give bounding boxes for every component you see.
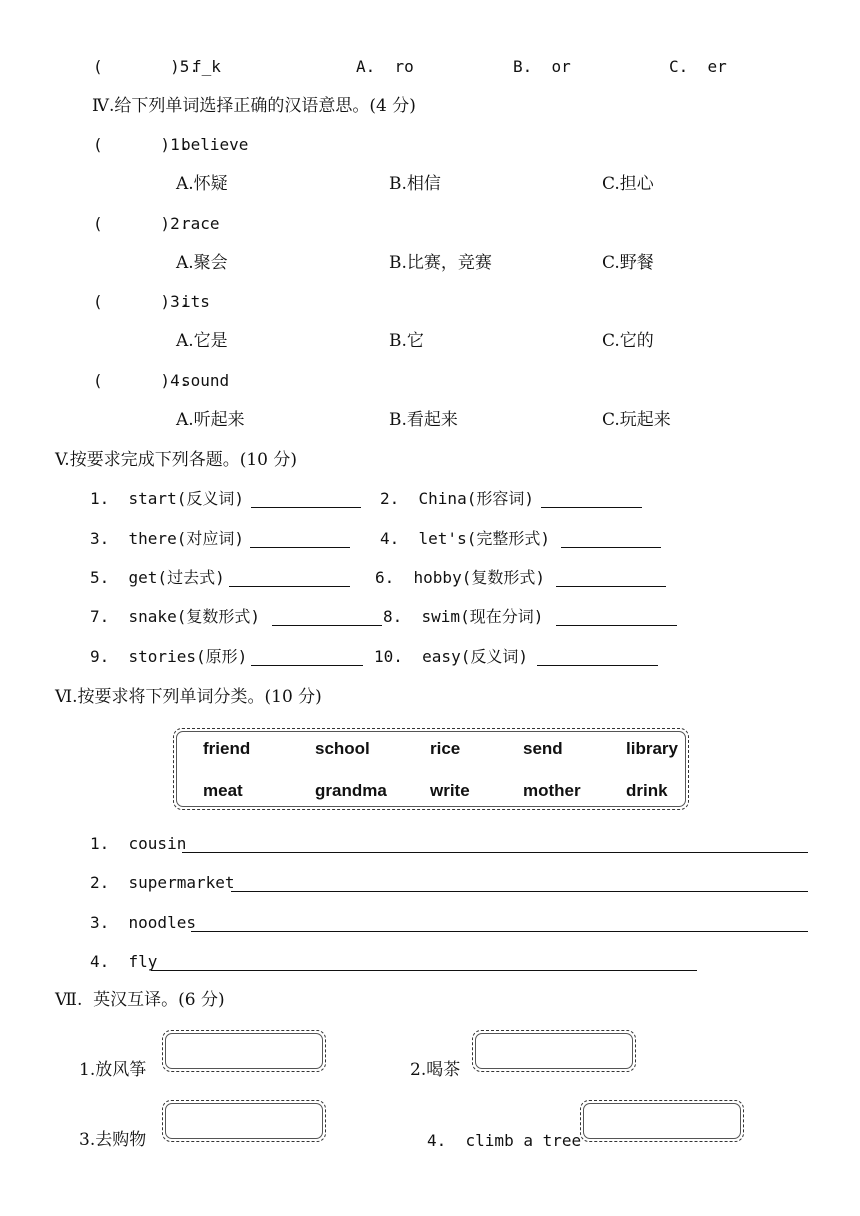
word-bank-item: meat <box>203 781 243 800</box>
answer-line[interactable] <box>561 547 661 548</box>
item-6-1: 1. cousin <box>90 834 187 853</box>
item-6-4: 4. fly <box>90 952 158 971</box>
answer-line[interactable] <box>191 931 808 932</box>
option-c: C.担心 <box>602 174 654 194</box>
answer-paren[interactable]: ( )3. <box>93 292 190 311</box>
word-bank-item: write <box>430 781 470 800</box>
word-bank-item: library <box>626 739 678 758</box>
word-bank-item: friend <box>203 739 251 758</box>
option-a: A.听起来 <box>176 410 245 430</box>
item-5-9: 9. stories(原形) <box>90 647 248 666</box>
item-6-2: 2. supermarket <box>90 873 235 892</box>
answer-paren[interactable]: ( )4. <box>93 371 190 390</box>
answer-box[interactable] <box>472 1030 636 1072</box>
item-5-10: 10. easy(反义词) <box>374 647 528 666</box>
word-bank-item: grandma <box>315 781 387 800</box>
answer-line[interactable] <box>541 507 642 508</box>
option-b: B. or <box>513 57 571 76</box>
answer-line[interactable] <box>151 970 697 971</box>
option-b: B.相信 <box>389 174 441 194</box>
option-c: C.野餐 <box>602 253 654 273</box>
item-5-8: 8. swim(现在分词) <box>383 607 544 626</box>
item-7-4: 4. climb a tree <box>427 1131 582 1150</box>
question-word: believe <box>181 135 249 154</box>
word-bank-item: mother <box>523 781 581 800</box>
answer-paren[interactable]: ( )5. <box>93 57 199 76</box>
question-word: sound <box>181 371 230 390</box>
item-7-1: 1.放风筝 <box>79 1060 147 1080</box>
answer-line[interactable] <box>250 547 350 548</box>
answer-box[interactable] <box>162 1030 326 1072</box>
section-7-title: Ⅶ. 英汉互译。(6 分) <box>55 990 225 1010</box>
item-5-4: 4. let's(完整形式) <box>380 529 550 548</box>
question-word: race <box>181 214 220 233</box>
word-bank-item: school <box>315 739 370 758</box>
option-b: B.它 <box>389 331 424 351</box>
section-5-title: V.按要求完成下列各题。(10 分) <box>55 450 298 470</box>
question-stem: f_k <box>192 57 221 76</box>
answer-line[interactable] <box>537 665 658 666</box>
word-bank-item: send <box>523 739 563 758</box>
answer-line[interactable] <box>251 507 361 508</box>
answer-line[interactable] <box>251 665 363 666</box>
answer-line[interactable] <box>229 586 350 587</box>
item-6-3: 3. noodles <box>90 913 196 932</box>
option-a: A.聚会 <box>176 253 228 273</box>
section-6-title: Ⅵ.按要求将下列单词分类。(10 分) <box>55 687 322 707</box>
answer-line[interactable] <box>556 586 666 587</box>
option-a: A. ro <box>356 57 414 76</box>
answer-box[interactable] <box>580 1100 744 1142</box>
item-5-6: 6. hobby(复数形式) <box>375 568 545 587</box>
item-5-1: 1. start(反义词) <box>90 489 244 508</box>
option-a: A.怀疑 <box>176 174 228 194</box>
option-a: A.它是 <box>176 331 228 351</box>
answer-line[interactable] <box>182 852 808 853</box>
answer-line[interactable] <box>231 891 808 892</box>
option-b: B.比赛，竞赛 <box>389 253 492 273</box>
option-c: C. er <box>669 57 727 76</box>
item-7-2: 2.喝茶 <box>410 1060 461 1080</box>
item-5-2: 2. China(形容词) <box>380 489 534 508</box>
answer-line[interactable] <box>556 625 677 626</box>
answer-paren[interactable]: ( )2. <box>93 214 190 233</box>
answer-line[interactable] <box>272 625 382 626</box>
option-c: C.它的 <box>602 331 654 351</box>
word-bank-item: drink <box>626 781 668 800</box>
section-4-title: Ⅳ.给下列单词选择正确的汉语意思。(4 分) <box>92 96 416 116</box>
option-b: B.看起来 <box>389 410 458 430</box>
item-7-3: 3.去购物 <box>79 1130 147 1150</box>
word-bank-item: rice <box>430 739 461 758</box>
item-5-7: 7. snake(复数形式) <box>90 607 260 626</box>
answer-box[interactable] <box>162 1100 326 1142</box>
question-word: its <box>181 292 210 311</box>
item-5-5: 5. get(过去式) <box>90 568 225 587</box>
option-c: C.玩起来 <box>602 410 671 430</box>
answer-paren[interactable]: ( )1. <box>93 135 190 154</box>
item-5-3: 3. there(对应词) <box>90 529 244 548</box>
